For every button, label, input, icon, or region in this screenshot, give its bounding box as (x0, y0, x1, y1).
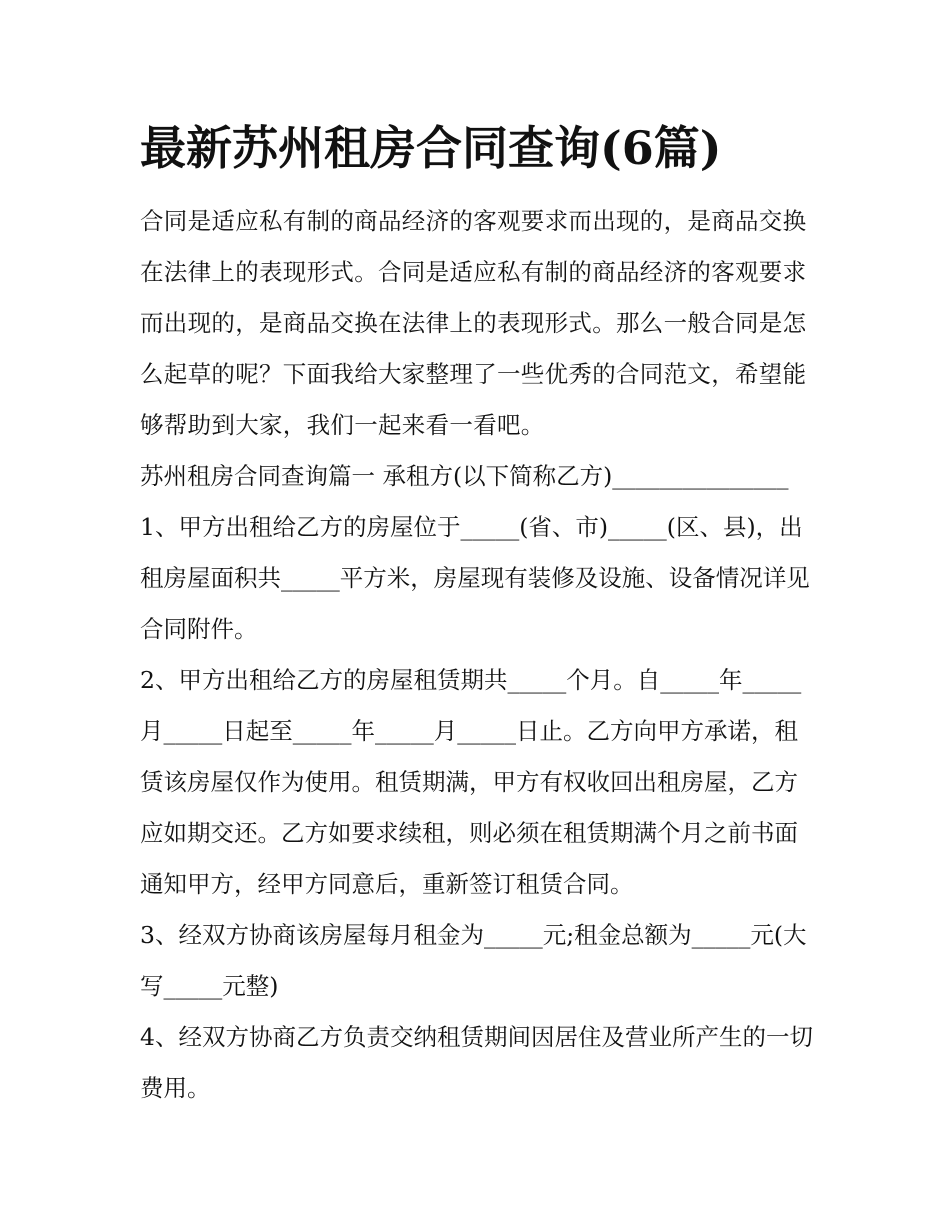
clause-1-paragraph: 1、甲方出租给乙方的房屋位于_____(省、市)_____(区、县)，出租房屋面积共_____平方米，房屋现有装修及设施、设备情况详见合同附件。 (140, 513, 810, 643)
clause-2-paragraph: 2、甲方出租给乙方的房屋租赁期共_____个月。自_____年_____月_____日起至_____年_____月_____日止。乙方向甲方承诺，租赁该房屋仅作为使用。租赁期满，甲方有权收回出租房屋，乙方应如期交还。乙方如要求续租，则必须在租赁期满个月之前书面通知甲方，经甲方同意后，重新签订租赁合同。 (140, 666, 802, 898)
section-heading-paragraph: 苏州租房合同查询篇一 承租方(以下简称乙方)_______________ (140, 462, 789, 490)
document-body (140, 196, 820, 1114)
clause-3-paragraph: 3、经双方协商该房屋每月租金为_____元;租金总额为_____元(大写_____元整) (140, 921, 807, 1000)
clause-4-paragraph: 4、经双方协商乙方负责交纳租赁期间因居住及营业所产生的一切费用。 (140, 1023, 813, 1102)
intro-paragraph: 合同是适应私有制的商品经济的客观要求而出现的，是商品交换在法律上的表现形式。合同是适应私有制的商品经济的客观要求而出现的，是商品交换在法律上的表现形式。那么一般合同是怎么起草的呢？下面我给大家整理了一些优秀的合同范文，希望能够帮助到大家，我们一起来看一看吧。 (140, 207, 807, 439)
document-title: 最新苏州租房合同查询(6篇) (140, 121, 722, 175)
